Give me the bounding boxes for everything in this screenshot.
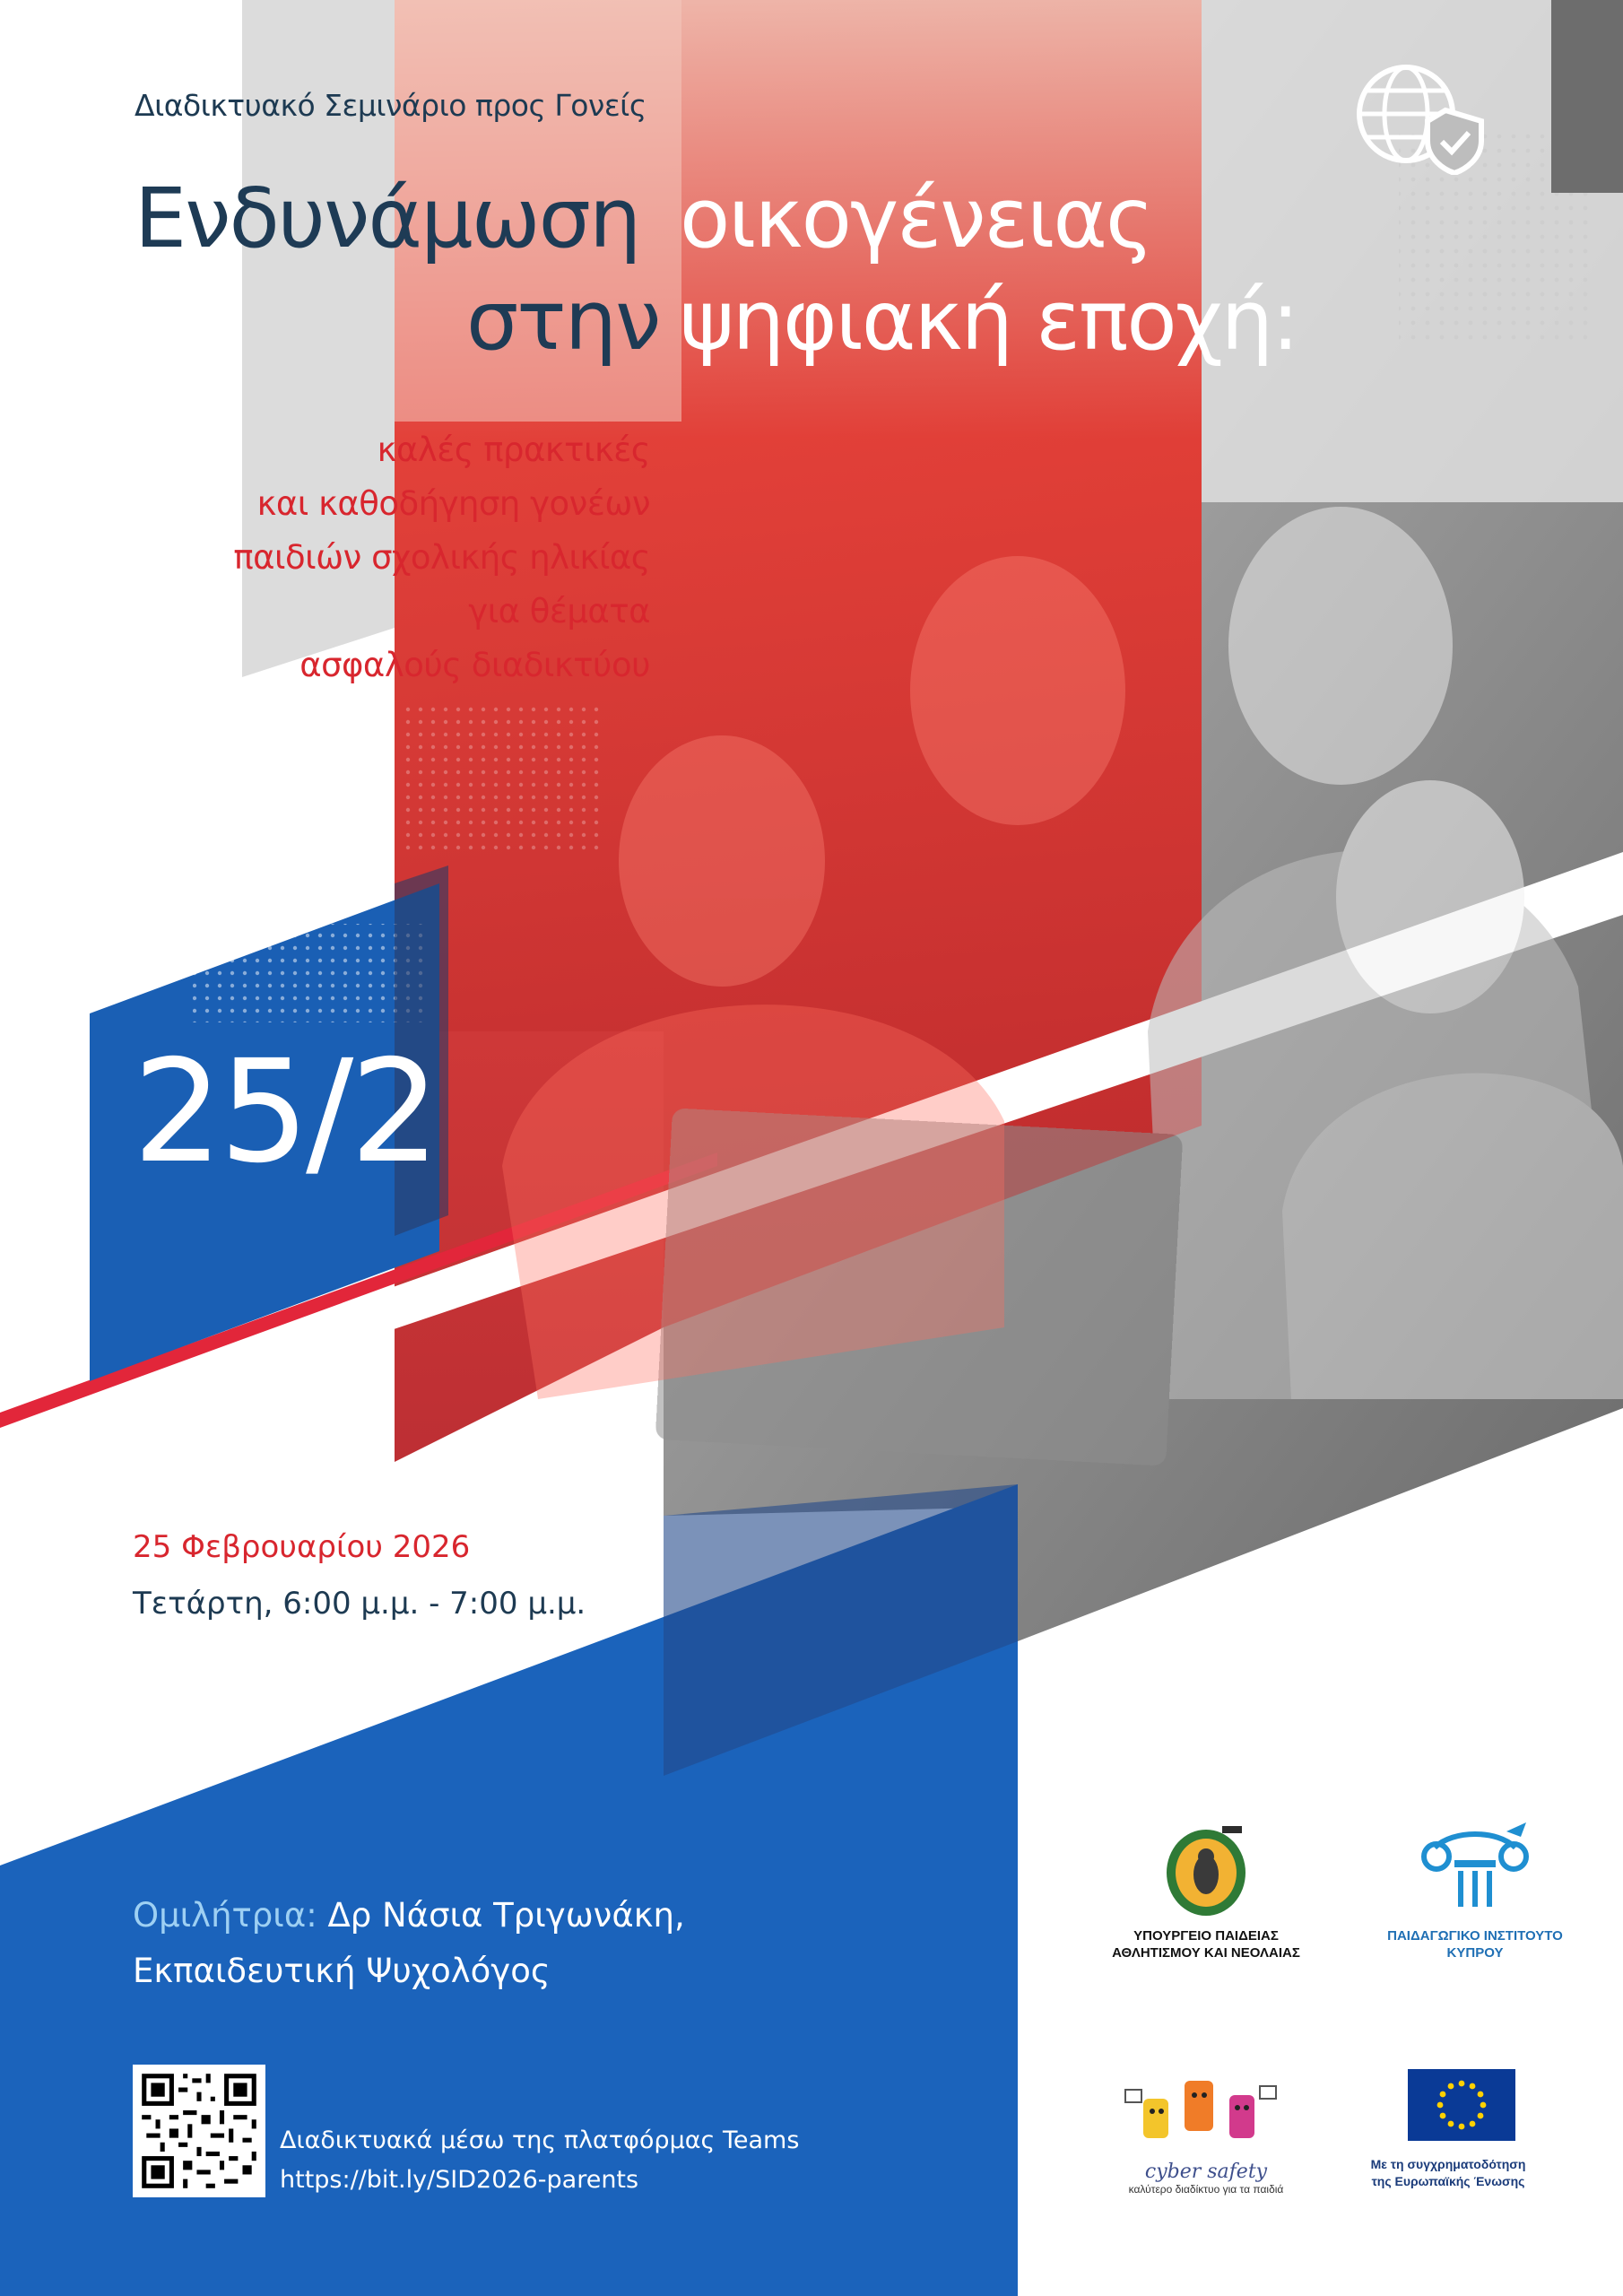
institute-column-icon [1372, 1821, 1578, 1919]
speaker-name: Δρ Νάσια Τριγωνάκη, [327, 1896, 685, 1935]
title-line2-a: στην [466, 273, 660, 369]
globe-shield-check-icon [1354, 58, 1488, 175]
ministry-crest-icon [1107, 1821, 1305, 1919]
speaker-block [133, 1888, 685, 1999]
cyber-safety-characters-icon [1107, 2063, 1305, 2161]
institute-caption-2: ΚΥΠΡΟΥ [1446, 1945, 1504, 1961]
title-line2-b: ψηφιακή εποχή: [680, 273, 1298, 369]
access-block [280, 2121, 799, 2200]
eu-caption-2: της Ευρωπαϊκής Ένωσης [1371, 2174, 1525, 2188]
eu-caption-1: Με τη συγχρηματοδότηση [1370, 2157, 1526, 2171]
subtitle-block [22, 423, 650, 692]
date-badge: 25/2 [133, 1030, 437, 1195]
subtitle-line: και καθοδήγηση γονέων [256, 484, 650, 523]
subtitle-line: παιδιών σχολικής ηλικίας [233, 538, 650, 577]
dark-corner-block [1551, 0, 1623, 193]
subtitle-line: για θέματα [468, 592, 650, 631]
subtitle-line: καλές πρακτικές [377, 430, 650, 469]
title-line1-b: οικογένειας [680, 170, 1152, 266]
event-time: Τετάρτη, 6:00 μ.μ. - 7:00 μ.μ. [133, 1586, 586, 1622]
kicker-text: Διαδικτυακό Σεμινάριο προς Γονείς [135, 88, 647, 123]
qr-code[interactable] [133, 2065, 265, 2197]
ministry-logo [1107, 1821, 1305, 1973]
eu-funding-logo [1372, 2067, 1578, 2202]
institute-logo [1372, 1821, 1578, 1973]
subtitle-line: ασφαλούς διαδικτύου [299, 646, 650, 684]
event-date: 25 Φεβρουαρίου 2026 [133, 1529, 471, 1565]
cyber-safety-wordmark: cyber safety [1144, 2161, 1268, 2183]
speaker-role: Εκπαιδευτική Ψυχολόγος [133, 1952, 551, 1990]
eu-flag-icon [1372, 2067, 1578, 2143]
speaker-label: Ομιλήτρια: [133, 1896, 317, 1935]
registration-link[interactable]: https://bit.ly/SID2026-parents [280, 2166, 639, 2194]
institute-caption-1: ΠΑΙΔΑΓΩΓΙΚΟ ΙΝΣΤΙΤΟΥΤΟ [1387, 1928, 1563, 1944]
cyber-safety-logo [1107, 2063, 1305, 2206]
ministry-caption-1: ΥΠΟΥΡΓΕΙΟ ΠΑΙΔΕΙΑΣ [1133, 1928, 1279, 1944]
ministry-caption-2: ΑΘΛΗΤΙΣΜΟΥ ΚΑΙ ΝΕΟΛΑΙΑΣ [1112, 1945, 1300, 1961]
title-line1-a: Ενδυνάμωση [135, 170, 640, 266]
platform-text: Διαδικτυακά μέσω της πλατφόρμας Teams [280, 2126, 800, 2154]
cyber-safety-tagline: καλύτερο διαδίκτυο για τα παιδιά [1128, 2183, 1284, 2196]
